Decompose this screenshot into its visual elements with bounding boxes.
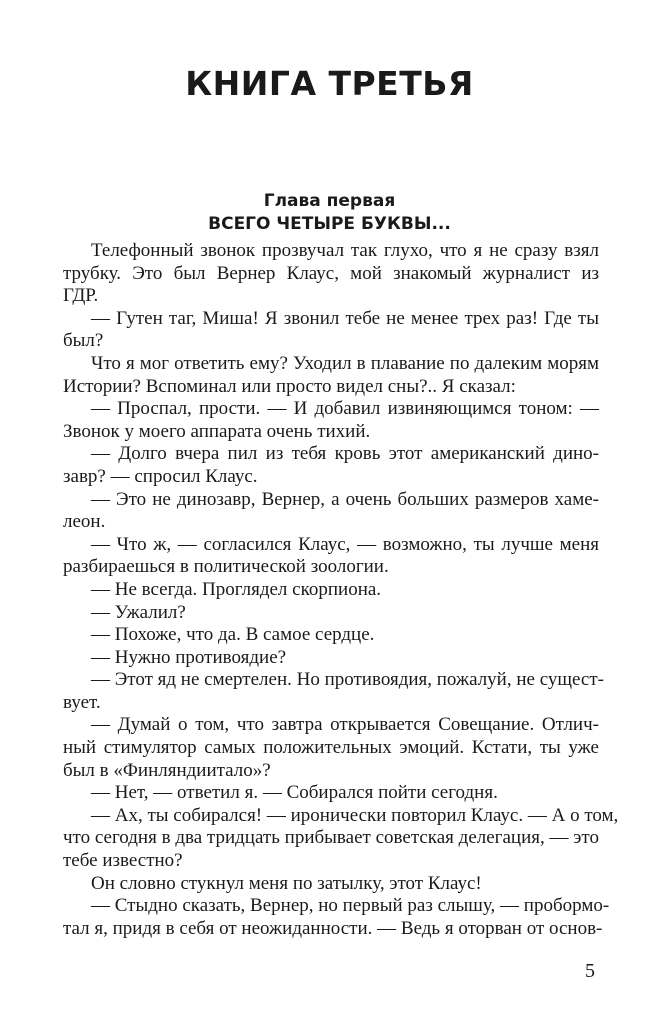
text-line: — Нет, — ответил я. — Собирался пойти сегодня.	[91, 782, 498, 804]
text-line: трубку. Это был Вернер Клаус, мой знакомый журналист из	[63, 262, 599, 284]
text-line: был в «Финляндиитало»?	[63, 759, 271, 781]
text-line: — Долго вчера пил из тебя кровь этот американский дино-	[91, 443, 599, 465]
text-line: завр? — спросил Клаус.	[63, 465, 258, 487]
text-line: — Что ж, — согласился Клаус, — возможно, ты лучше меня	[91, 533, 599, 555]
chapter-title: ВСЕГО ЧЕТЫРЕ БУКВЫ...	[208, 214, 451, 234]
text-line: — Ужалил?	[91, 601, 186, 623]
text-line: вует.	[63, 691, 101, 713]
text-line: Звонок у моего аппарата очень тихий.	[63, 420, 371, 442]
text-line: леон.	[63, 511, 106, 533]
text-line: — Похоже, что да. В самое сердце.	[91, 624, 375, 646]
book-title: КНИГА ТРЕТЬЯ	[185, 64, 474, 103]
page-number: 5	[585, 960, 595, 982]
text-line: — Думай о том, что завтра открывается Совещание. Отлич-	[91, 714, 599, 736]
text-line: тебе известно?	[63, 850, 183, 872]
text-line: был?	[63, 330, 104, 352]
chapter-number: Глава первая	[263, 191, 396, 211]
text-line: разбираешься в политической зоологии.	[63, 556, 389, 578]
text-line: — Ах, ты собирался! — иронически повторил Клаус. — А о том,	[91, 804, 619, 826]
body-text	[63, 240, 619, 940]
text-line: ный стимулятор самых положительных эмоций. Кстати, ты уже	[63, 737, 599, 759]
text-line: Телефонный звонок прозвучал так глухо, что я не сразу взял	[91, 240, 599, 261]
text-line: — Проспал, прости. — И добавил извиняющимся тоном: —	[91, 398, 599, 420]
text-line: что сегодня в два тридцать прибывает советская делегация, — это	[63, 827, 599, 849]
text-line: — Это не динозавр, Вернер, а очень больших размеров хаме-	[91, 488, 599, 510]
text-line: — Не всегда. Проглядел скорпиона.	[91, 578, 382, 600]
text-line: — Гутен таг, Миша! Я звонил тебе не менее трех раз! Где ты	[91, 307, 599, 329]
text-line: Истории? Вспоминал или просто видел сны?.. Я сказал:	[63, 375, 516, 397]
text-line: ГДР.	[63, 285, 99, 307]
text-line: тал я, придя в себя от неожиданности. — Ведь я оторван от основ-	[63, 917, 603, 939]
text-line: — Нужно противоядие?	[91, 646, 287, 668]
text-line: — Стыдно сказать, Вернер, но первый раз слышу, — пробормо-	[91, 895, 610, 917]
text-line: Что я мог ответить ему? Уходил в плавание по далеким морям	[91, 352, 599, 374]
text-line: — Этот яд не смертелен. Но противоядия, пожалуй, не сущест-	[91, 669, 604, 691]
text-line: Он словно стукнул меня по затылку, этот Клаус!	[91, 872, 482, 894]
